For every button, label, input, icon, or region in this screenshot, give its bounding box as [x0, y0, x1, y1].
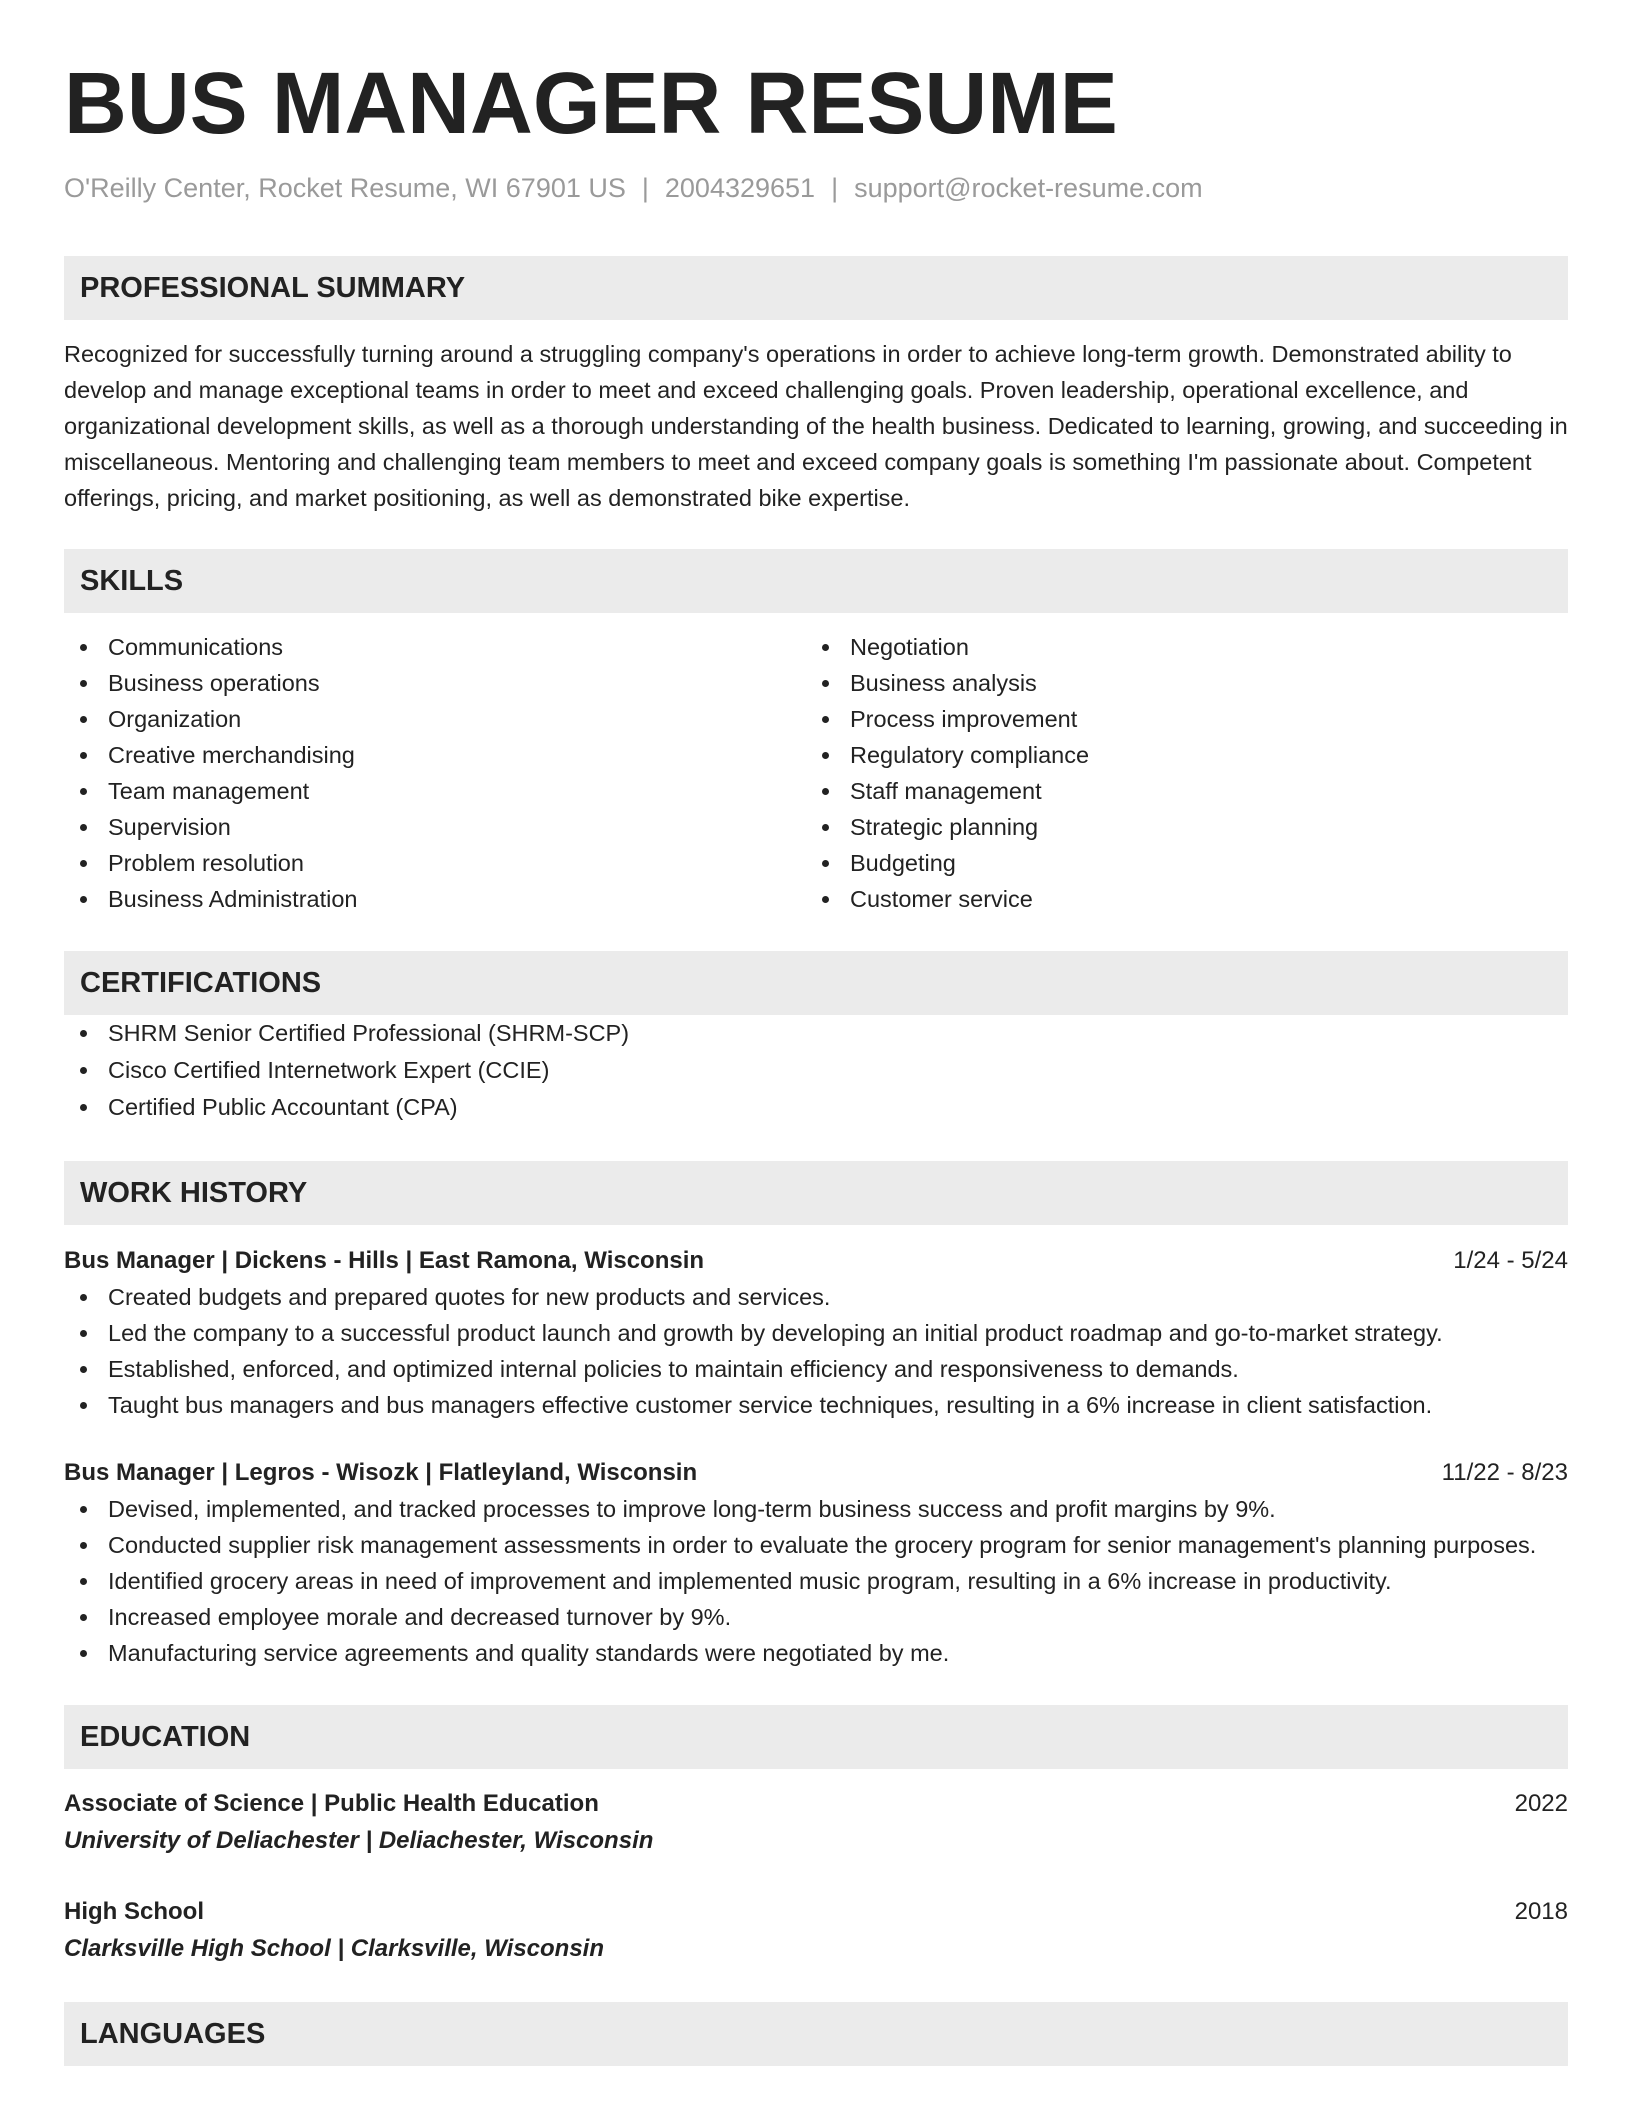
- certifications-list: [64, 1015, 1568, 1126]
- skill-item: Business operations: [64, 665, 806, 701]
- skills-list-right: [806, 629, 1548, 917]
- job-bullet: Led the company to a successful product launch and growth by developing an initial product roadmap and go-to-market strategy.: [64, 1315, 1568, 1351]
- job-dates: 11/22 - 8/23: [1441, 1459, 1568, 1486]
- certification-item: Certified Public Accountant (CPA): [64, 1089, 1568, 1126]
- skills-list-left: [64, 629, 806, 917]
- job-bullet: Manufacturing service agreements and quality standards were negotiated by me.: [64, 1635, 1568, 1671]
- job-title: Bus Manager | Dickens - Hills | East Ramona, Wisconsin: [64, 1247, 705, 1274]
- skills-column-left: [64, 629, 806, 917]
- contact-email: support@rocket-resume.com: [854, 173, 1203, 203]
- section-header-work-history: WORK HISTORY: [64, 1161, 1568, 1225]
- education-degree: High School: [64, 1898, 204, 1925]
- job-entry: [64, 1243, 1568, 1423]
- skill-item: Business Administration: [64, 881, 806, 917]
- skill-item: Strategic planning: [806, 809, 1548, 845]
- skill-item: Communications: [64, 629, 806, 665]
- education-entry: [64, 1786, 1568, 1860]
- job-bullet: Conducted supplier risk management assessments in order to evaluate the grocery program for senior management's planning purposes.: [64, 1527, 1568, 1563]
- skill-item: Team management: [64, 773, 806, 809]
- skill-item: Process improvement: [806, 701, 1548, 737]
- education-year: 2022: [1514, 1790, 1568, 1817]
- education-degree: Associate of Science | Public Health Education: [64, 1790, 599, 1817]
- job-bullet: Identified grocery areas in need of improvement and implemented music program, resulting in a 6% increase in productivity.: [64, 1563, 1568, 1599]
- job-bullets: [64, 1491, 1568, 1671]
- resume-title: BUS MANAGER RESUME: [64, 55, 1118, 152]
- skills-columns: [64, 629, 1568, 917]
- job-title: Bus Manager | Legros - Wisozk | Flatleyland, Wisconsin: [64, 1459, 698, 1486]
- section-header-summary: PROFESSIONAL SUMMARY: [64, 256, 1568, 320]
- education-school: University of Deliachester | Deliachester, Wisconsin: [64, 1827, 654, 1854]
- contact-separator: |: [831, 173, 839, 203]
- skill-item: Customer service: [806, 881, 1548, 917]
- education-entry: [64, 1894, 1568, 1968]
- skill-item: Supervision: [64, 809, 806, 845]
- summary-text: Recognized for successfully turning around a struggling company's operations in order to achieve long-term growth. Demonstrated ability to develop and manage exceptional teams in order to meet and exceed challenging goals. Proven leadership, operational excellence, and organizational development skills, as well as a thorough understanding of the health business. Dedicated to learning, growing, and succeeding in miscellaneous. Mentoring and challenging team members to meet and exceed company goals is something I'm passionate about. Competent offerings, pricing, and market positioning, as well as demonstrated bike expertise.: [64, 341, 1568, 511]
- skills-column-right: [806, 629, 1548, 917]
- skill-item: Creative merchandising: [64, 737, 806, 773]
- skill-item: Staff management: [806, 773, 1548, 809]
- job-header: [64, 1455, 1568, 1491]
- skill-item: Budgeting: [806, 845, 1548, 881]
- job-header: [64, 1243, 1568, 1279]
- job-bullet: Devised, implemented, and tracked processes to improve long-term business success and profit margins by 9%.: [64, 1491, 1568, 1527]
- education-school: Clarksville High School | Clarksville, Wisconsin: [64, 1935, 605, 1962]
- skill-item: Problem resolution: [64, 845, 806, 881]
- job-bullet: Created budgets and prepared quotes for new products and services.: [64, 1279, 1568, 1315]
- job-entry: [64, 1455, 1568, 1671]
- section-header-languages: LANGUAGES: [64, 2002, 1568, 2066]
- certification-item: Cisco Certified Internetwork Expert (CCIE): [64, 1052, 1568, 1089]
- skill-item: Regulatory compliance: [806, 737, 1548, 773]
- contact-address: O'Reilly Center, Rocket Resume, WI 67901 US: [64, 173, 626, 203]
- skill-item: Business analysis: [806, 665, 1548, 701]
- section-header-certifications: CERTIFICATIONS: [64, 951, 1568, 1015]
- certification-item: SHRM Senior Certified Professional (SHRM-SCP): [64, 1015, 1568, 1052]
- job-bullets: [64, 1279, 1568, 1423]
- resume-page: [64, 56, 1568, 2066]
- contact-phone: 2004329651: [664, 173, 816, 203]
- contact-separator: |: [641, 173, 649, 203]
- job-bullet: Established, enforced, and optimized internal policies to maintain efficiency and responsiveness to demands.: [64, 1351, 1568, 1387]
- education-header: [64, 1894, 1568, 1930]
- job-bullet: Taught bus managers and bus managers effective customer service techniques, resulting in a 6% increase in client satisfaction.: [64, 1387, 1568, 1423]
- section-header-education: EDUCATION: [64, 1705, 1568, 1769]
- education-header: [64, 1786, 1568, 1822]
- job-bullet: Increased employee morale and decreased turnover by 9%.: [64, 1599, 1568, 1635]
- skill-item: Organization: [64, 701, 806, 737]
- education-year: 2018: [1514, 1898, 1568, 1925]
- job-dates: 1/24 - 5/24: [1453, 1247, 1568, 1274]
- contact-line: [64, 170, 1568, 206]
- skill-item: Negotiation: [806, 629, 1548, 665]
- section-header-skills: SKILLS: [64, 549, 1568, 613]
